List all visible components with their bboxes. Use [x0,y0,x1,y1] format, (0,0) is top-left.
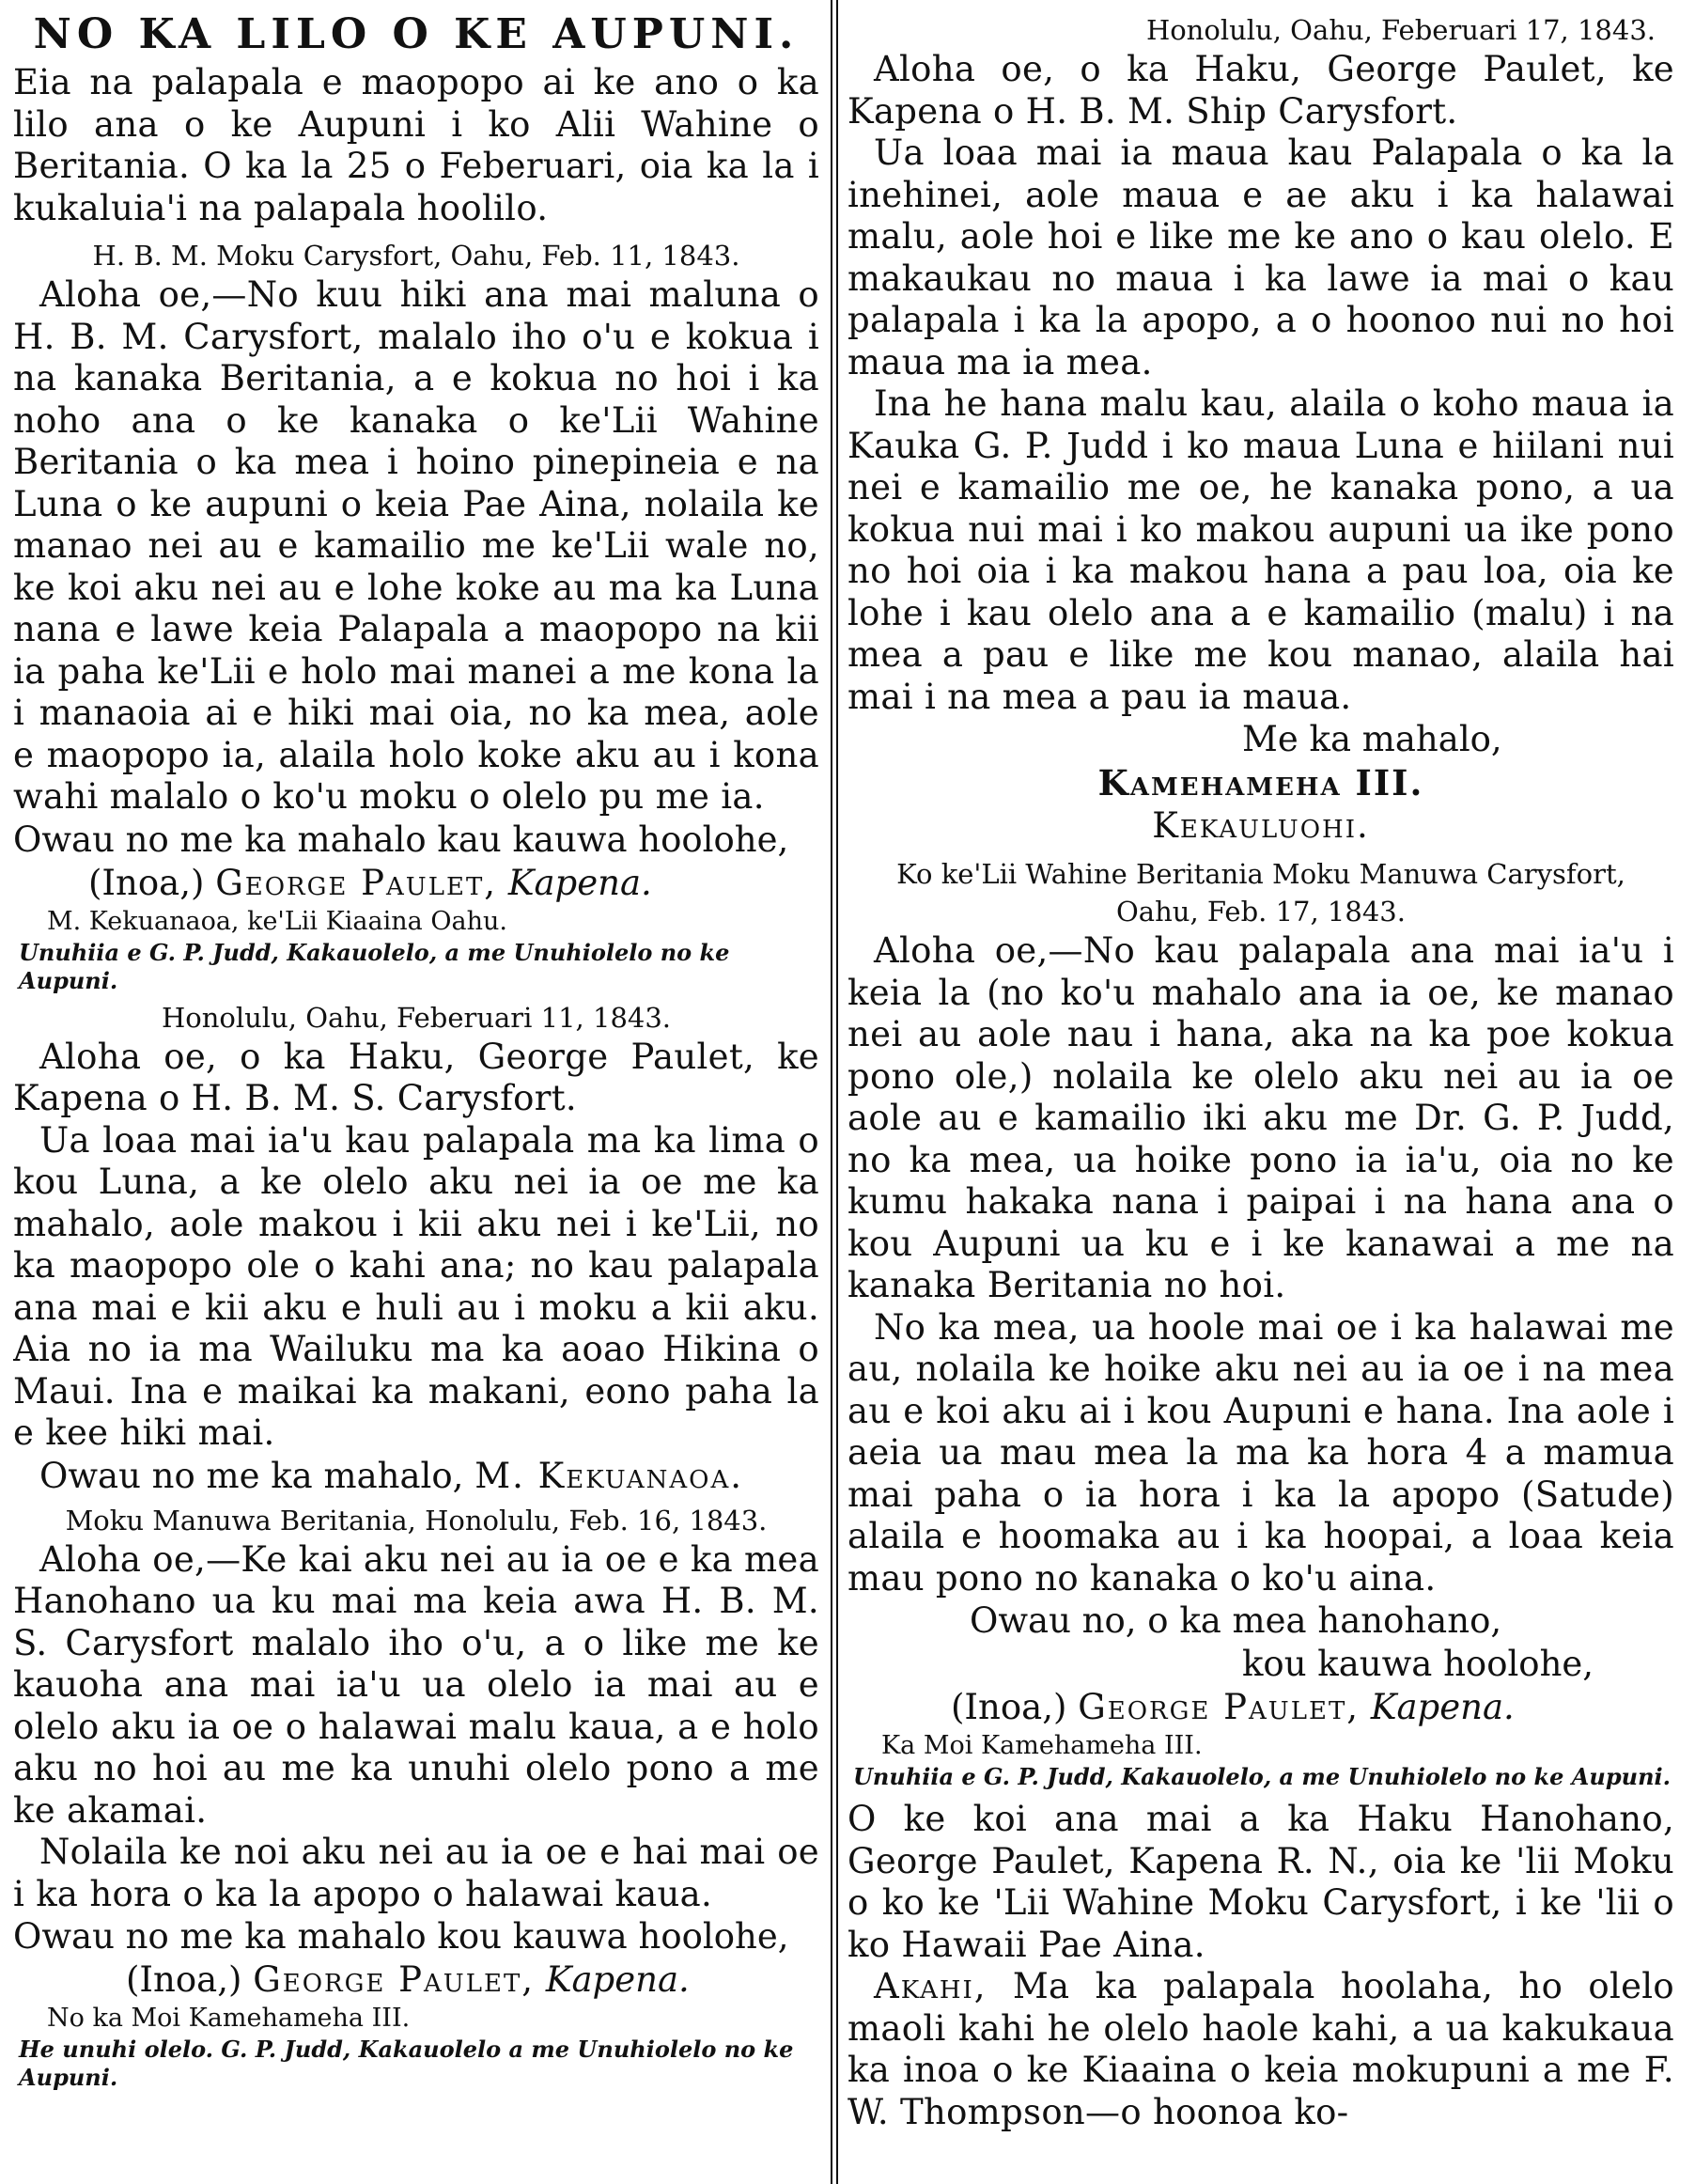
letter3-body1: Aloha oe,—Ke kai aku nei au ia oe e ka mea Hanohano ua ku mai ma keia awa H. B. M. S. Carysfort malalo iho o'u, a o like me ke kauoha ana mai ia'u ua olelo ia mai au e olelo aku ia oe o halawai malu kaua, a e holo aku no hoi au me ka unuhi olelo pono a me ke akamai. [13,1538,819,1831]
demands-first-text: Ma ka palapala hoolaha, ho olelo maoli kahi he olelo haole kahi, a ua kakukaua ka inoa o ke Kiaaina o keia mokupuni a me F. W. Thompson—o hoonoa ko- [848,1966,1674,2132]
letter5-signature [848,1686,1674,1729]
intro-paragraph: Eia na palapala e maopopo ai ke ano o ka lilo ana o ke Aupuni i ko Alii Wahine o Beritania. O ka la 25 o Feberuari, oia ka la i kukaluia'i na palapala hoolilo. [13,62,819,228]
letter3-translator: He unuhi olelo. G. P. Judd, Kakauolelo a me Unuhiolelo no ke Aupuni. [19,2036,794,2091]
letter3-signature [13,1958,819,2002]
letter1-closing: Owau no me ka mahalo kau kauwa hoolohe, [13,819,789,860]
signature-prefix: (Inoa,) [951,1687,1067,1727]
letter4-signature-kuhina: Kekauluohi. [1152,805,1370,846]
left-column [13,11,819,2092]
letter1-signature [13,862,819,905]
letter4-salutation: Aloha oe, o ka Haku, George Paulet, ke Kapena o H. B. M. Ship Carysfort. [848,49,1674,132]
letter2-dateline: Honolulu, Oahu, Feberuari 11, 1843. [161,1001,672,1034]
signature-title: Kapena. [507,862,652,903]
letter3-addressee: No ka Moi Kamehameha III. [47,2004,411,2033]
letter3-closing: Owau no me ka mahalo kou kauwa hoolohe, [13,1916,789,1957]
demands-first [848,1966,1674,2133]
letter5-closing1: Owau no, o ka mea hanohano, [970,1600,1502,1641]
letter1-dateline: H. B. M. Moku Carysfort, Oahu, Feb. 11, 1843. [92,240,740,272]
letter2-body: Ua loaa mai ia'u kau palapala ma ka lima o kou Luna, a ke olelo aku nei ia oe me ka mahalo, aole makou i kii aku nei i ke'Lii, no ka maopopo ole o kahi ana; no kau palapala ana mai e kii aku e huli au i moku a kii aku. Aia no ia ma Wailuku ma ka aoao Hikina o Maui. Ina e maikai ka makani, eono paha la e kee hiki mai. [13,1119,819,1453]
letter5-translator: Unuhiia e G. P. Judd, Kakauolelo, a me Unuhiolelo no ke Aupuni. [853,1763,1672,1790]
letter5-body2: No ka mea, ua hoole mai oe i ka halawai me au, nolaila ke hoike aku nei au ia oe i na mea au e koi aku ai i kou Aupuni e hana. Ina aole i aeia ua mau mea la ma ka hora 4 a mamua mai paha o ia hora i ka la apopo (Satude) alaila e hoomaka au i ka hoopai, a loaa keia mau pono no kanaka o ko'u aina. [848,1306,1674,1599]
letter4-signature-king: Kamehameha III. [1097,762,1424,803]
column-divider [831,0,832,2184]
signature-name: George Paulet, [1078,1687,1361,1727]
letter2-signature: M. Kekuanaoa. [474,1455,743,1496]
letter4-dateline: Honolulu, Oahu, Feberuari 17, 1843. [1145,14,1656,46]
signature-name: George Paulet, [215,862,498,903]
right-column [848,11,1674,2133]
letter4-closing: Me ka mahalo, [1242,719,1502,759]
letter5-dateline: Ko ke'Lii Wahine Beritania Moku Manuwa Carysfort, Oahu, Feb. 17, 1843. [896,858,1625,928]
letter4-body2: Ina he hana malu kau, alaila o koho maua ia Kauka G. P. Judd i ko maua Luna e hiilani nui nei e kamailio me oe, he kanaka pono, a ua kokua nui mai i ko makou aupuni ua ike pono no hoi oia i ka makou hana a pau loa, oia ke lohe i kau olelo ana a e kamailio (malu) i na mea a pau e like me kou manao, alaila hai mai i na mea a pau ia maua. [848,383,1674,717]
letter5-closing2: kou kauwa hoolohe, [1242,1644,1594,1684]
signature-name: George Paulet, [253,1959,536,2000]
letter1-translator: Unuhiia e G. P. Judd, Kakauolelo, a me Unuhiolelo no ke Aupuni. [19,938,730,994]
headline: NO KA LILO O KE AUPUNI. [33,11,800,58]
letter1-body: Aloha oe,—No kuu hiki ana mai maluna o H. B. M. Carysfort, malalo iho o'u e kokua i na kanaka Beritania, a e kokua no hoi i ka noho ana o ke kanaka o ke'Lii Wahine Beritania o ka mea i hoino pinepineia e na Luna o ke aupuni o keia Pae Aina, nolaila ke manao nei au e kamailio me ke'Lii wale no, ke koi aku nei au e lohe koke au ma ka Luna nana e lawe keia Palapala a maopopo na kii ia paha ke'Lii e holo mai manei a me kona la i manaoia ai e hiki mai oia, no ka mea, aole e maopopo ia, alaila holo koke aku au i kona wahi malalo o ko'u moku o olelo pu me ia. [13,274,819,817]
letter4-body1: Ua loaa mai ia maua kau Palapala o ka la inehinei, aole maua e ae aku i ka halawai malu, aole hoi e like me ke ano o kau olelo. E makaukau no maua i ka lawe ia mai o kau palapala i ka la apopo, a o hoonoo nui no hoi maua ma ia mea. [848,133,1674,382]
letter1-addressee: M. Kekuanaoa, ke'Lii Kiaaina Oahu. [47,906,507,936]
letter3-dateline: Moku Manuwa Beritania, Honolulu, Feb. 16, 1843. [65,1504,768,1537]
letter5-body1: Aloha oe,—No kau palapala ana mai ia'u i keia la (no ko'u mahalo ana ia oe, ke manao nei au aole nau i hana, aka na ka poe kokua pono ole,) nolaila ke olelo aku nei au ia oe aole au e kamailio iki aku me Dr. G. P. Judd, no ka mea, ua hoike pono ia ia'u, oia no ke kumu hakaka nana i paipai i na hana ana o kou Aupuni ua ku e i ke kanawai a me na kanaka Beritania no hoi. [848,930,1674,1305]
demands-intro: O ke koi ana mai a ka Haku Hanohano, George Paulet, Kapena R. N., oia ke 'lii Moku o ko ke 'Lii Wahine Moku Carysfort, i ke 'lii o ko Hawaii Pae Aina. [848,1799,1674,1965]
letter2-closing: Owau no me ka mahalo, [39,1455,464,1496]
letter2-salutation: Aloha oe, o ka Haku, George Paulet, ke Kapena o H. B. M. S. Carysfort. [13,1036,819,1118]
demands-first-label: Akahi, [874,1966,987,2006]
letter3-body2: Nolaila ke noi aku nei au ia oe e hai mai oe i ka hora o ka la apopo o halawai kaua. [13,1832,819,1914]
signature-title: Kapena. [1370,1687,1515,1727]
signature-prefix: (Inoa,) [126,1959,242,2000]
letter2-closing-line [13,1455,819,1498]
signature-title: Kapena. [545,1959,690,2000]
signature-prefix: (Inoa,) [88,862,205,903]
letter5-addressee: Ka Moi Kamehameha III. [881,1731,1203,1760]
column-divider [836,0,838,2184]
